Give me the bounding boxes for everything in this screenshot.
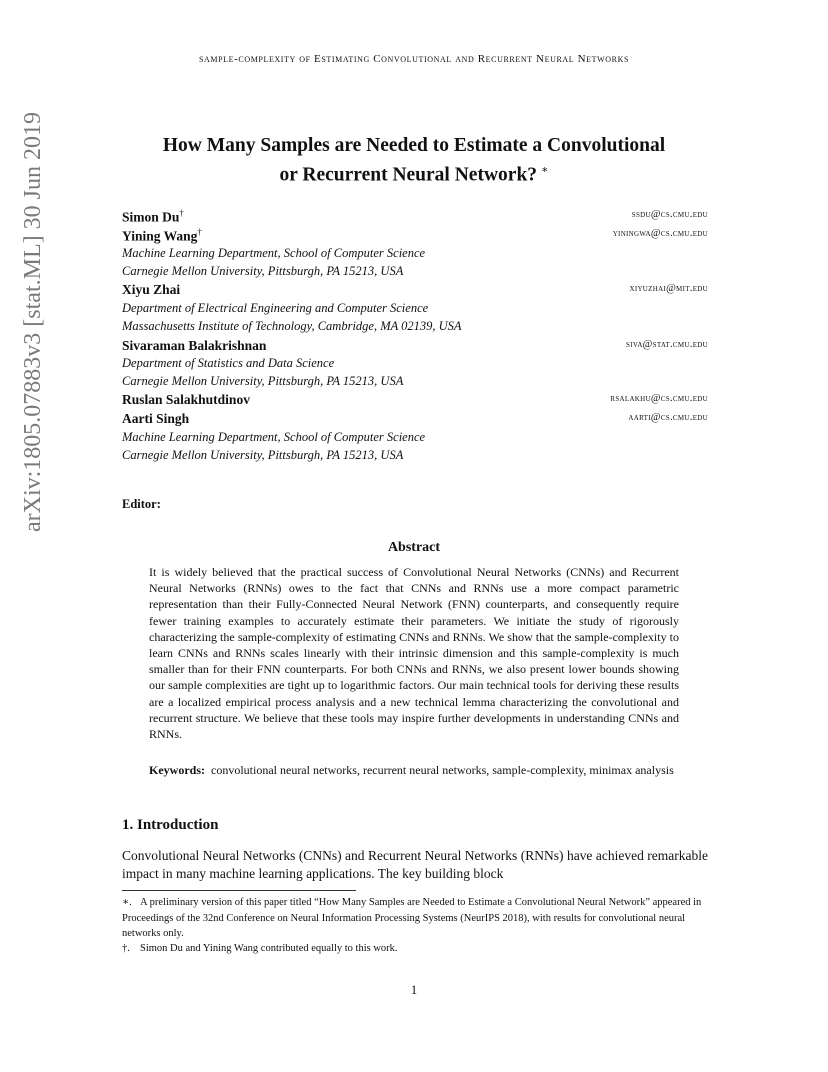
affiliation-line: Machine Learning Department, School of Computer Science [122,246,426,260]
title-footnote-mark: ∗ [541,164,549,176]
page-number: 1 [410,983,418,997]
author-row [122,227,708,245]
author-row [122,282,708,300]
section-heading: 1. Introduction [122,817,219,833]
arxiv-stamp: arXiv:1805.07883v3 [stat.ML] 30 Jun 2019 [20,112,46,532]
author-mark: † [179,208,184,218]
author-name: Yining Wang [122,228,198,244]
title-line-2: or Recurrent Neural Network? [279,164,538,186]
author-name: Aarti Singh [122,411,190,426]
keywords-label: Keywords: [149,763,205,777]
author-name: Simon Du [122,209,180,225]
author-email[interactable]: ssdu@cs.cmu.edu [631,209,708,220]
author-email[interactable]: rsalakhu@cs.cmu.edu [610,393,708,404]
paper-title [100,133,728,188]
affiliation-line: Machine Learning Department, School of Computer Science [122,430,426,444]
running-head: sample-complexity of Estimating Convolutional and Recurrent Neural Networks [198,53,630,65]
author-mark: † [197,227,202,237]
footnote-text: A preliminary version of this paper titled “How Many Samples are Needed to Estimate a Convolutional Neural Network” appeared in Proceedings of the 32nd Conference on Neural Information Processing Systems (NeurIPS 2018), with results for convolutional neural networks only. [122,897,702,939]
title-line-1: How Many Samples are Needed to Estimate a Convolutional [162,135,666,156]
author-row [122,392,708,410]
footnote-text: Simon Du and Yining Wang contributed equally to this work. [140,943,398,954]
author-name: Sivaraman Balakrishnan [122,338,267,353]
author-email[interactable]: aarti@cs.cmu.edu [628,412,708,423]
footnote-mark: ∗. [122,897,132,908]
editor-label: Editor: [122,497,161,511]
author-name: Xiyu Zhai [122,282,181,297]
author-email[interactable]: siva@stat.cmu.edu [626,339,708,350]
affiliation-line: Department of Electrical Engineering and Computer Science [122,301,429,315]
footnote [122,895,708,942]
affiliation-line: Department of Statistics and Data Science [122,356,335,370]
affiliation-line: Carnegie Mellon University, Pittsburgh, PA 15213, USA [122,448,404,462]
affiliation-line: Carnegie Mellon University, Pittsburgh, PA 15213, USA [122,264,404,278]
affiliation-line: Carnegie Mellon University, Pittsburgh, PA 15213, USA [122,374,404,388]
keywords [149,762,679,778]
footnote-mark: †. [122,943,130,954]
author-email[interactable]: xiyuzhai@mit.edu [629,283,708,294]
author-email[interactable]: yiningwa@cs.cmu.edu [612,228,708,239]
introduction-body: Convolutional Neural Networks (CNNs) and Recurrent Neural Networks (RNNs) have achieved remarkable impact in many machine learning applications. The key building block [122,848,708,881]
keywords-text: convolutional neural networks, recurrent neural networks, sample-complexity, minimax analysis [211,763,674,777]
affiliation-line: Massachusetts Institute of Technology, Cambridge, MA 02139, USA [122,319,462,333]
author-row [122,338,708,356]
author-row [122,411,708,429]
author-row [122,208,708,226]
footnote-rule [122,890,356,891]
abstract-heading: Abstract [387,540,441,555]
footnote [122,941,708,957]
abstract-body: It is widely believed that the practical success of Convolutional Neural Networks (CNNs) and Recurrent Neural Networks (RNNs) owes to the fact that CNNs and RNNs use a more compact parametric representation than their Fully-Connected Neural Network (FNN) counterparts, and consequently require fewer training examples to accurately estimate their parameters. We initiate the study of rigorously characterizing the sample-complexity of estimating CNNs and RNNs. We show that the sample-complexity to learn CNNs and RNNs scales linearly with their intrinsic dimension and this sample-complexity is much smaller than for their FNN counterparts. For both CNNs and RNNs, we also present lower bounds showing our sample complexities are tight up to logarithmic factors. Our main technical tools for deriving these results are a localized empirical process analysis and a new technical lemma characterizing the convolutional and recurrent structure. We believe that these tools may inspire further developments in understanding CNNs and RNNs. [149,565,679,742]
author-name: Ruslan Salakhutdinov [122,392,250,407]
